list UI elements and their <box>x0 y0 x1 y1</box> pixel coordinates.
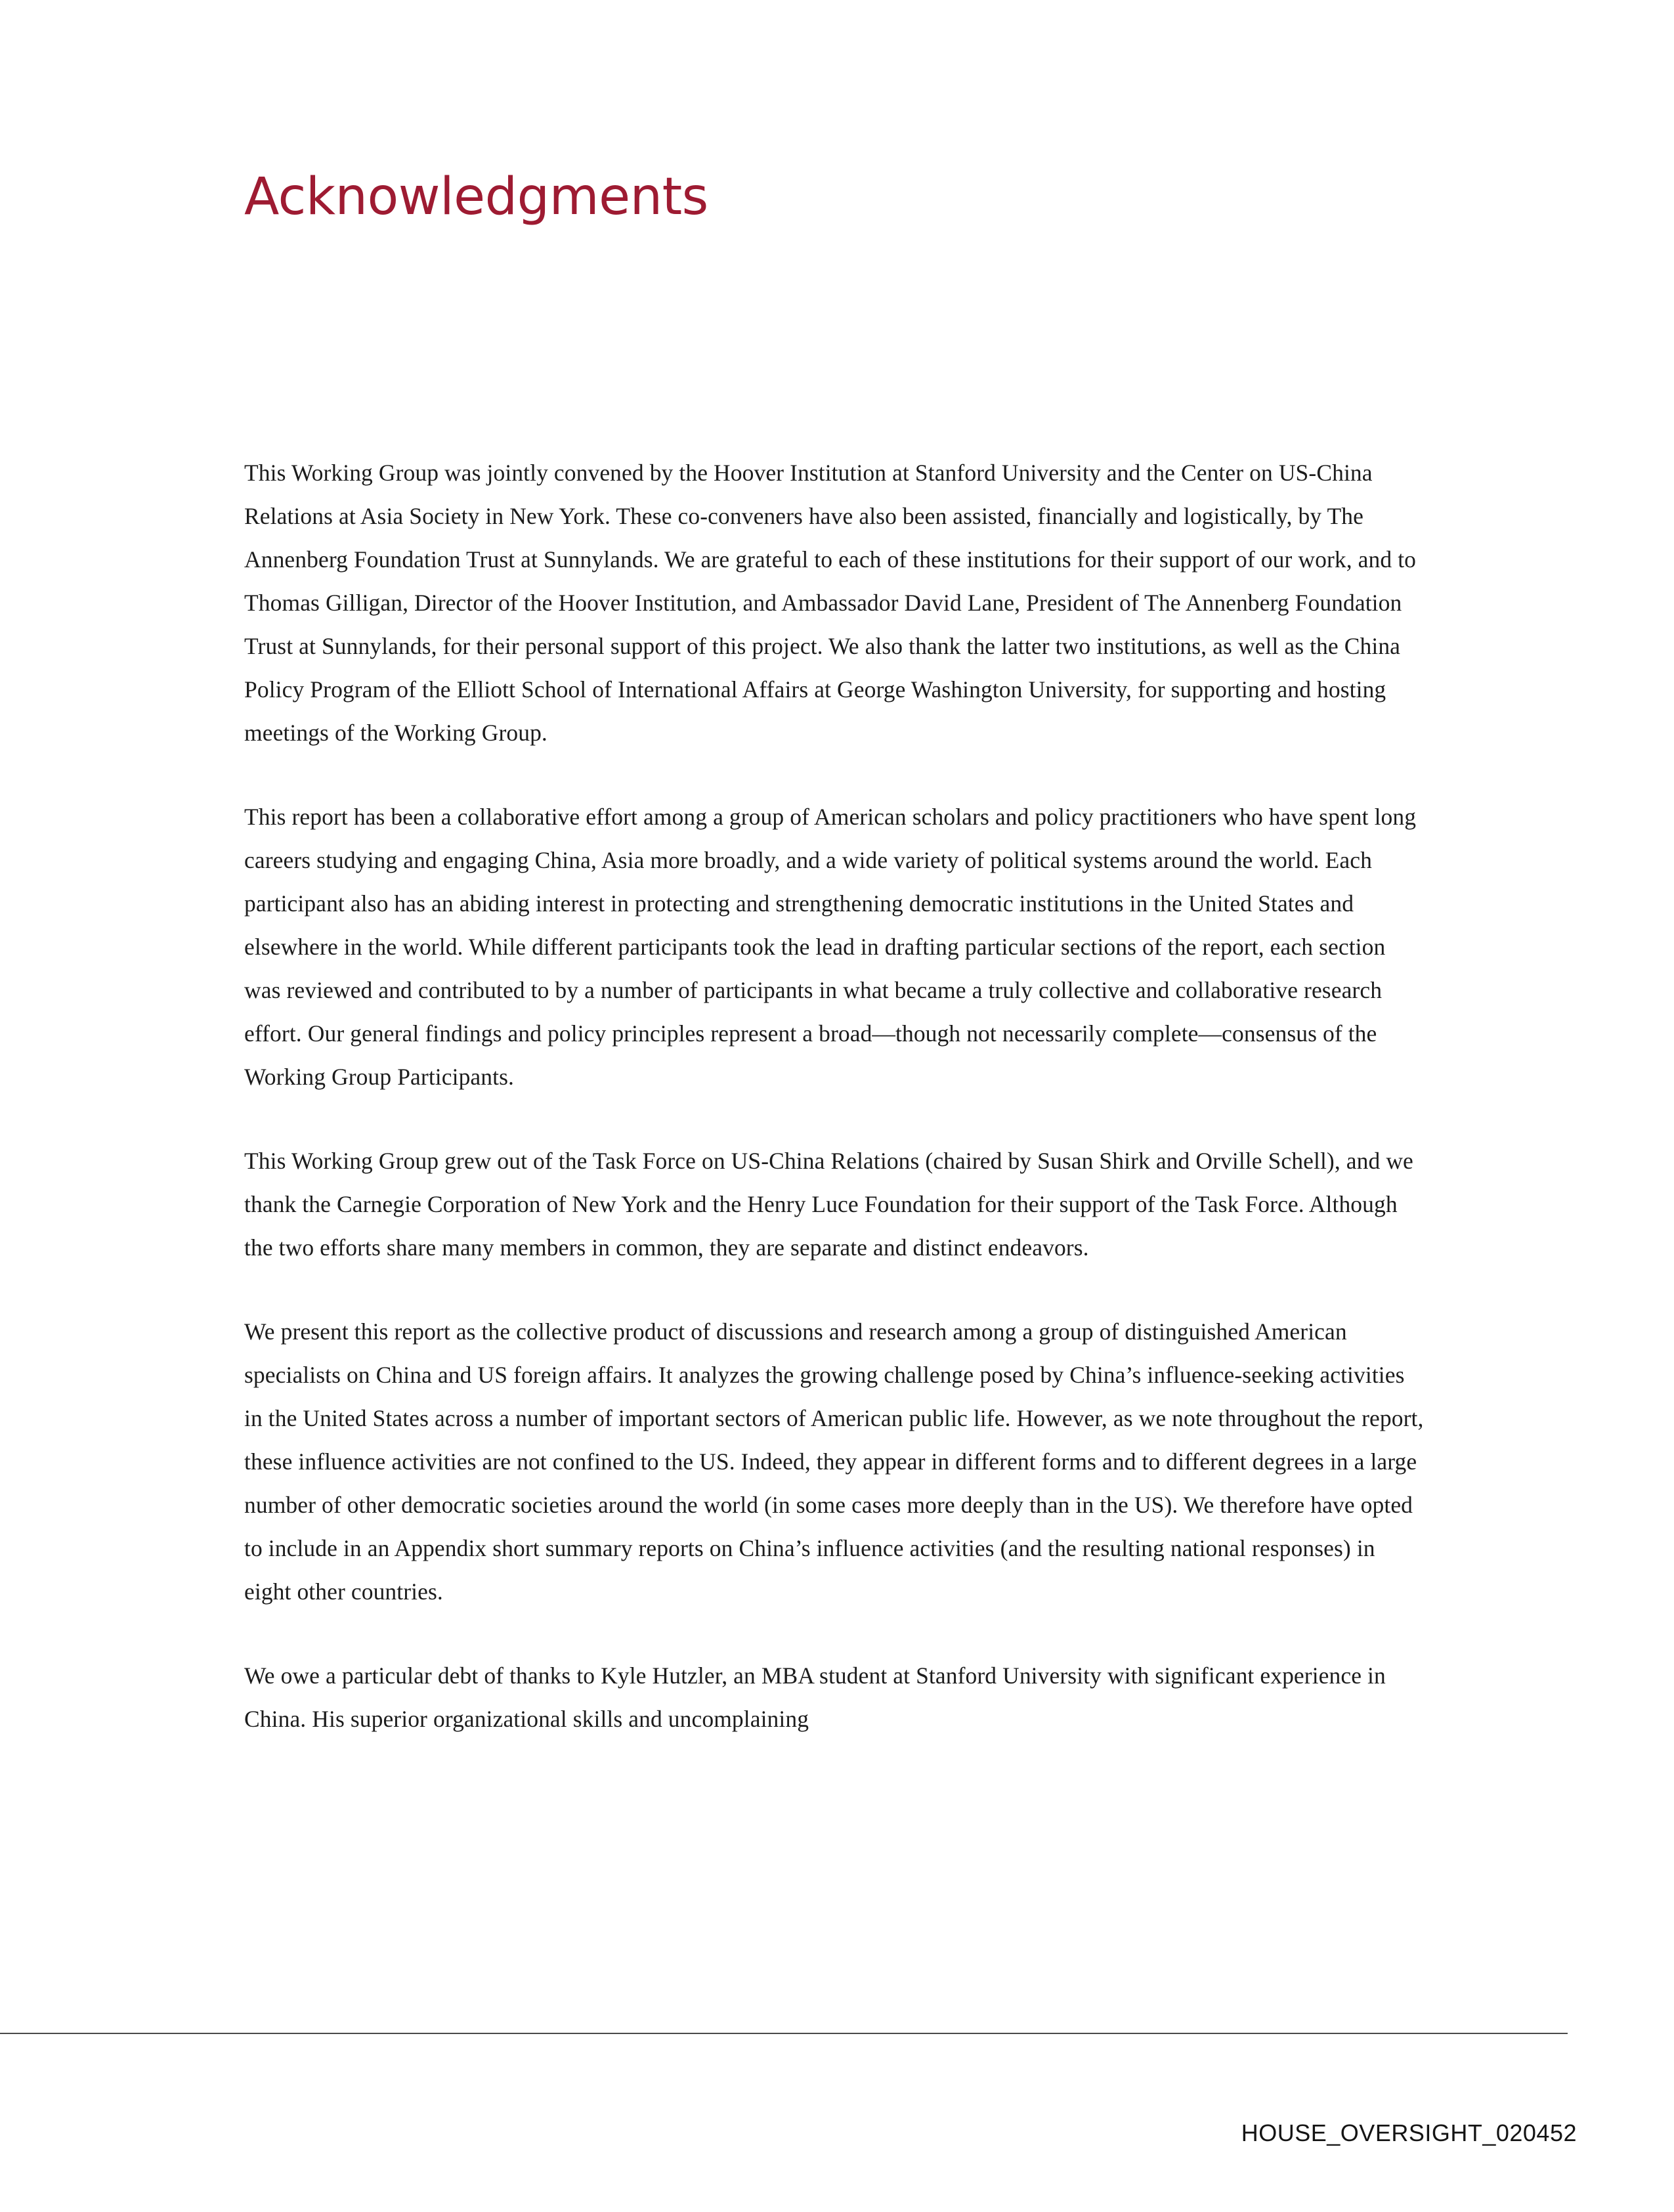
page-content <box>244 0 1426 1781</box>
bates-stamp: HOUSE_OVERSIGHT_020452 <box>1241 2119 1577 2146</box>
paragraph: This Working Group was jointly convened by the Hoover Institution at Stanford University and the Center on US-China Relations at Asia Society in New York. These co-conveners have also been assisted, financially and logistically, by The Annenberg Foundation Trust at Sunnylands. We are grateful to each of these institutions for their support of our work, and to Thomas Gilligan, Director of the Hoover Institution, and Ambassador David Lane, President of The Annenberg Foundation Trust at Sunnylands, for their personal support of this project. We also thank the latter two institutions, as well as the China Policy Program of the Elliott School of International Affairs at George Washington University, for supporting and hosting meetings of the Working Group. <box>244 459 1417 746</box>
body-text <box>244 451 1426 1741</box>
page-title: Acknowledgments <box>244 167 708 227</box>
paragraph: We owe a particular debt of thanks to Kyle Hutzler, an MBA student at Stanford University with significant experience in China. His superior organizational skills and uncomplaining <box>244 1662 1386 1732</box>
paragraph: We present this report as the collective product of discussions and research among a group of distinguished American specialists on China and US foreign affairs. It analyzes the growing challenge posed by China’s influence-seeking activities in the United States across a number of important sectors of American public life. However, as we note throughout the report, these influence activities are not confined to the US. Indeed, they appear in different forms and to different degrees in a large number of other democratic societies around the world (in some cases more deeply than in the US). We therefore have opted to include in an Appendix short summary reports on China’s influence activities (and the resulting national responses) in eight other countries. <box>244 1318 1424 1605</box>
paragraph: This report has been a collaborative effort among a group of American scholars and policy practitioners who have spent long careers studying and engaging China, Asia more broadly, and a wide variety of political systems around the world. Each participant also has an abiding interest in protecting and strengthening democratic institutions in the United States and elsewhere in the world. While different participants took the lead in drafting particular sections of the report, each section was reviewed and contributed to by a number of participants in what became a truly collective and collaborative research effort. Our general findings and policy principles represent a broad—though not necessarily complete—consensus of the Working Group Participants. <box>244 803 1417 1090</box>
footer-divider <box>0 2033 1568 2034</box>
paragraph: This Working Group grew out of the Task Force on US-China Relations (chaired by Susan Shirk and Orville Schell), and we thank the Carnegie Corporation of New York and the Henry Luce Foundation for their support of the Task Force. Although the two efforts share many members in common, they are separate and distinct endeavors. <box>244 1147 1413 1261</box>
